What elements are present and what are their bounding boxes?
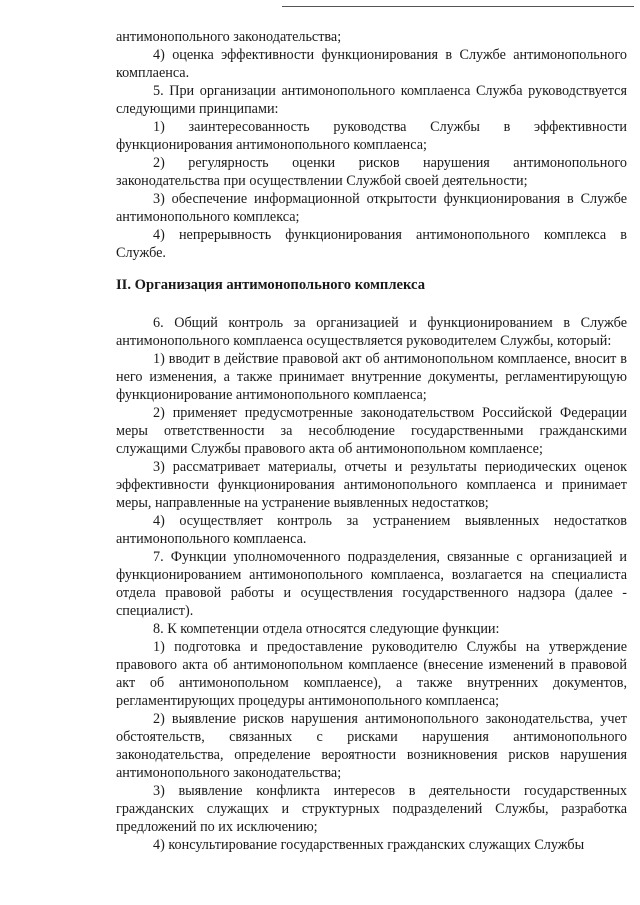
paragraph: 2) регулярность оценки рисков нарушения антимонопольного законодательства при осуществлении Службой своей деятельности; [116,155,627,189]
paragraph: 3) рассматривает материалы, отчеты и результаты периодических оценок эффективности функционирования антимонопольного комплаенса и принимает меры, направленные на устранение выявленных недостатков; [116,459,627,511]
paragraph: 1) вводит в действие правовой акт об антимонопольном комплаенсе, вносит в него изменения, а также принимает внутренние документы, регламентирующую функционирование антимонопольного комплаенса; [116,351,627,403]
paragraph: 1) подготовка и предоставление руководителю Службы на утверждение правового акта об антимонопольном комплаенсе (внесение изменений в правовой акт об антимонопольном комплаенсе), а также внутренних документов, регламентирующих процедуры антимонопольного комплаенса; [116,639,627,709]
paragraph: 1) заинтересованность руководства Службы в эффективности функционирования антимонопольного комплаенса; [116,119,627,153]
paragraph: 4) оценка эффективности функционирования в Службе антимонопольного комплаенса. [116,47,627,81]
paragraph: 7. Функции уполномоченного подразделения, связанные с организацией и функционированием антимонопольного комплаенса, возлагается на специалиста отдела правовой работы и осуществления государственного надзора (далее - специалист). [116,549,627,619]
paragraph: 2) применяет предусмотренные законодательством Российской Федерации меры ответственности за несоблюдение государственными гражданскими служащими Службы правового акта об антимонопольном комплаенсе; [116,405,627,457]
paragraph: 4) осуществляет контроль за устранением выявленных недостатков антимонопольного комплаенса. [116,513,627,547]
document-page [116,28,627,854]
paragraph: антимонопольного законодательства; [116,29,342,45]
paragraph: 6. Общий контроль за организацией и функционированием в Службе антимонопольного комплаенса осуществляется руководителем Службы, который: [116,315,627,349]
section-heading: II. Организация антимонопольного комплекса [116,277,425,293]
paragraph: 8. К компетенции отдела относятся следующие функции: [153,621,500,637]
paragraph: 3) выявление конфликта интересов в деятельности государственных гражданских служащих и структурных подразделений Службы, разработка предложений по их исключению; [116,783,627,835]
paragraphs-after [116,314,627,854]
paragraph: 2) выявление рисков нарушения антимонопольного законодательства, учет обстоятельств, связанных с рисками нарушения антимонопольного законодательства, определение вероятности возникновения рисков нарушения антимонопольного законодательства; [116,711,627,781]
paragraph: 5. При организации антимонопольного комплаенса Служба руководствуется следующими принципами: [116,83,627,117]
paragraphs-before [116,28,627,262]
top-rule [282,6,634,7]
paragraph: 4) непрерывность функционирования антимонопольного комплекса в Службе. [116,227,627,261]
paragraph: 4) консультирование государственных гражданских служащих Службы [153,837,585,853]
paragraph: 3) обеспечение информационной открытости функционирования в Службе антимонопольного комплекса; [116,191,627,225]
